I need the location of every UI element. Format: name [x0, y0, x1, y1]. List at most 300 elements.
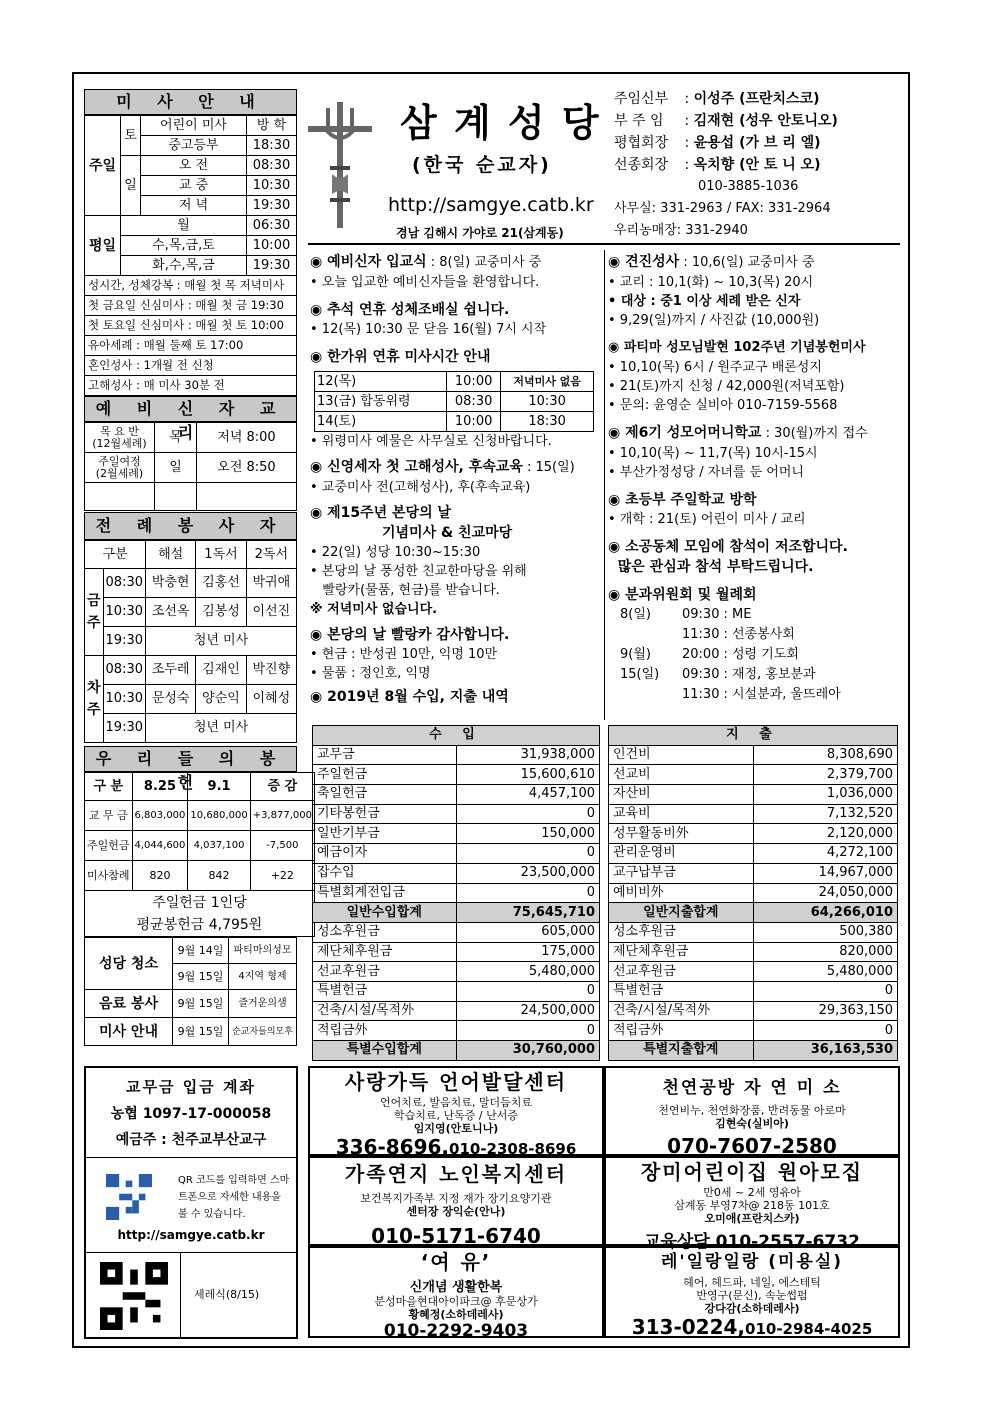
mass-name: 중고등부: [141, 136, 247, 156]
duty-name: 성당 청소: [85, 938, 173, 990]
news-line: • 교리 : 10,1(화) ~ 10,3(목) 20시: [608, 275, 814, 290]
liturgy-header: 1독서: [196, 541, 246, 569]
ad-phone: 313-0224,010-2984-4025: [631, 1315, 873, 1339]
finance-amount: 2,379,700: [753, 765, 898, 785]
finance-row: [609, 765, 898, 785]
finance-amount: 0: [753, 981, 898, 1001]
finance-amount: 75,645,710: [456, 903, 600, 923]
ad-hanbok: [308, 1246, 604, 1341]
account-title: 교무금 입금 계좌: [126, 1078, 256, 1096]
liturgy-name: 청년 미사: [146, 714, 297, 743]
finance-amount: 29,363,150: [753, 1001, 898, 1021]
finance-row: [609, 745, 898, 765]
qr-url[interactable]: http://samgye.catb.kr: [117, 1228, 265, 1242]
finance-item: 기타봉헌금: [313, 804, 457, 824]
class-time: 저녁 8:00: [197, 423, 297, 453]
meeting-table: [618, 605, 843, 705]
bullet-icon: ◉: [608, 587, 626, 603]
week1-label: 금주: [85, 569, 104, 656]
holiday-cell: 14(토): [315, 412, 447, 432]
income-header: 수 입: [313, 726, 600, 746]
finance-item: 성무활동비外: [609, 824, 754, 844]
account-box: [84, 1066, 298, 1339]
staff-row: 평협회장 : 윤용섭 (가 브 리 엘): [614, 132, 838, 154]
mass-time: 19:30: [247, 196, 297, 216]
meeting-time: 09:30: [682, 667, 720, 682]
ad-title: 사랑가득 언어발달센터: [344, 1070, 568, 1094]
holiday-cell: 10:00: [447, 372, 501, 392]
news-line: 빨랑카(물품, 현금)를 받습니다.: [310, 583, 500, 598]
news-title: ◉ 본당의 날 빨랑카 감사합니다.: [310, 627, 510, 643]
finance-item: 제단체후원금: [313, 942, 457, 962]
offering-row-name: 미사참례: [85, 861, 133, 891]
church-url[interactable]: http://samgye.catb.kr: [388, 194, 594, 216]
offering-value: +3,877,000: [250, 801, 314, 831]
finance-item: 교구납부금: [609, 863, 754, 883]
finance-item: 선교후원금: [609, 962, 754, 982]
duty-date: 9월 15일: [173, 1018, 229, 1046]
liturgy-name: 문성숙: [146, 685, 196, 714]
news-line: • 본당의 날 풍성한 친교한마당을 위해: [310, 564, 527, 579]
mass-time: 08:30: [247, 156, 297, 176]
ad-line: 신개념 생활한복: [409, 1280, 503, 1295]
news-left: [310, 252, 602, 707]
offering-header: 8.25: [132, 773, 188, 801]
finance-amount: 24,500,000: [456, 1001, 600, 1021]
staff-row: 선종회장 : 옥치향 (안 토 니 오): [614, 154, 838, 176]
finance-item: 축일헌금: [313, 785, 457, 805]
bullet-icon: ◉: [310, 689, 328, 705]
finance-item: 특별수입합계: [313, 1041, 457, 1061]
meeting-what: : 선종봉사회: [723, 627, 795, 642]
offering-value: +22: [250, 861, 314, 891]
holiday-cell: 13(금) 합동위령: [315, 392, 447, 412]
finance-amount: 23,500,000: [456, 863, 600, 883]
liturgy-name: 김홍선: [196, 569, 246, 598]
news-line: • 22(일) 성당 10:30~15:30: [310, 545, 481, 560]
offering-value: 6,803,000: [132, 801, 188, 831]
news-title: ◉ 한가위 연휴 미사시간 안내: [310, 349, 491, 365]
news-line: • 물품 : 정인호, 익명: [310, 666, 431, 681]
offering-value: 842: [188, 861, 250, 891]
finance-amount: 24,050,000: [753, 883, 898, 903]
finance-amount: 0: [753, 1021, 898, 1041]
news-title: ◉ 소공동체 모임에 참석이 저조합니다.: [608, 539, 848, 555]
finance-item: 성소후원금: [313, 922, 457, 942]
expense-table: [608, 725, 898, 1061]
income-table: [312, 725, 600, 1061]
news-line: 많은 관심과 참석 부탁드립니다.: [608, 559, 814, 575]
offering-average: [85, 891, 315, 937]
class-time: 오전 8:50: [197, 453, 297, 483]
finance-item: 자산비: [609, 785, 754, 805]
mass-name: 저 녁: [141, 196, 247, 216]
liturgy-title: 전 례 봉 사 자: [84, 512, 297, 540]
ad-line: 학습치료, 난독증 / 난서증: [394, 1109, 518, 1122]
finance-row: [609, 1041, 898, 1061]
finance-row: [313, 1021, 600, 1041]
offering-value: 10,680,000: [188, 801, 250, 831]
finance-amount: 7,132,520: [753, 804, 898, 824]
news-title: ◉ 2019년 8월 수입, 지출 내역: [310, 689, 509, 705]
news-right: [608, 252, 900, 705]
offering-header: 9.1: [188, 773, 250, 801]
mass-schedule: [84, 89, 297, 396]
finance-amount: 500,380: [753, 922, 898, 942]
staff-role: 주임신부: [614, 91, 669, 107]
ad-phone: 010-2292-9403: [383, 1321, 529, 1341]
finance-amount: 0: [456, 804, 600, 824]
finance-row: [313, 745, 600, 765]
staff-row: 부 주 임 : 김재현 (성우 안토니오): [614, 110, 838, 132]
finance-amount: 0: [456, 883, 600, 903]
finance-amount: 820,000: [753, 942, 898, 962]
bullet-icon: ◉: [310, 627, 328, 643]
weekday-label: 평일: [85, 216, 121, 276]
news-title: ◉ 추석 연휴 성체조배실 쉽니다.: [310, 302, 510, 318]
finance-row: [313, 824, 600, 844]
liturgy-time: 10:30: [103, 685, 145, 714]
mass-time: 18:30: [247, 136, 297, 156]
ad-line: 보건복지가족부 지정 재가 장기요양기관: [360, 1192, 552, 1205]
liturgy-name: 청년 미사: [146, 627, 297, 656]
class-label: 목 요 반 (12월세례): [85, 423, 155, 453]
news-line: • 문의: 윤영순 실비아 010-7159-5568: [608, 398, 838, 413]
liturgy-name: 김봉성: [196, 598, 246, 627]
finance-row: [313, 942, 600, 962]
finance-amount: 0: [456, 1021, 600, 1041]
finance-amount: 0: [456, 981, 600, 1001]
holiday-table: [314, 371, 594, 432]
expense-header: 지 출: [609, 726, 898, 746]
news-line: • 부산가정성당 / 자녀를 둔 어머니: [608, 465, 804, 480]
ad-natural-smile: [604, 1066, 900, 1156]
staff-name: 옥치향 (안 토 니 오): [693, 157, 821, 173]
finance-row: [609, 844, 898, 864]
finance-item: 일반기부금: [313, 824, 457, 844]
liturgy-header: 2독서: [246, 541, 296, 569]
finance-row: [609, 785, 898, 805]
mass-note: 혼인성사 : 1개월 전 신청: [85, 356, 296, 376]
account-holder: 예금주 : 천주교부산교구: [115, 1132, 267, 1148]
staff-list: [614, 88, 838, 242]
offering-title: 우 리 들 의 봉 헌: [84, 746, 297, 772]
staff-name: 김재현 (성우 안토니오): [693, 113, 838, 129]
news-title: ◉ 제6기 성모어머니학교 : 30(월)까지 접수: [608, 425, 868, 441]
meeting-day: 15(일): [620, 667, 660, 682]
holiday-cell: 18:30: [501, 412, 594, 432]
finance-amount: 5,480,000: [456, 962, 600, 982]
finance-amount: 8,308,690: [753, 745, 898, 765]
ad-phone: 070-7607-2580: [667, 1134, 837, 1158]
meeting-time: 11:30: [682, 687, 720, 702]
duty-name: 음료 봉사: [85, 990, 173, 1018]
mass-note: 첫 금요일 신심미사 : 매월 첫 금 19:30: [85, 296, 296, 316]
finance-row: [313, 922, 600, 942]
finance-item: 주일헌금: [313, 765, 457, 785]
duty-table: [84, 937, 297, 1046]
bullet-icon: ◉: [310, 302, 328, 318]
liturgy-time: 19:30: [103, 714, 145, 743]
meeting-day: [618, 685, 680, 705]
finance-row: [609, 863, 898, 883]
offering-value: 4,044,600: [132, 831, 188, 861]
finance-row: [313, 903, 600, 923]
finance-amount: 5,480,000: [753, 962, 898, 982]
liturgy-header: 해설: [146, 541, 196, 569]
ad-line: 삼계동 부영7차@ 218동 101호: [674, 1199, 830, 1212]
week2-label: 차주: [85, 656, 104, 743]
bullet-icon: ◉: [310, 505, 328, 521]
finance-item: 특별헌금: [313, 981, 457, 1001]
finance-row: [609, 883, 898, 903]
meeting-day: 8(일): [620, 607, 651, 622]
staff-role: 선종회장: [614, 157, 669, 173]
finance-item: 적립금外: [609, 1021, 754, 1041]
offering-header: 증 감: [250, 773, 314, 801]
liturgy-name: 박귀애: [246, 569, 296, 598]
finance-amount: 2,120,000: [753, 824, 898, 844]
liturgy-table: [84, 540, 297, 743]
ad-phone: 336-8696,010-2308-8696: [335, 1135, 577, 1159]
column-divider: [604, 250, 605, 720]
finance-row: [609, 903, 898, 923]
ad-line: 황혜정(소하데레사): [408, 1308, 504, 1321]
mass-time: 06:30: [247, 216, 297, 236]
catechumen-class: [84, 396, 297, 511]
finance-amount: 150,000: [456, 824, 600, 844]
qr-code-icon[interactable]: [106, 1174, 152, 1220]
staff-phone: 010-3885-1036: [698, 179, 799, 194]
ad-line: 김현숙(실비아): [715, 1117, 789, 1130]
finance-item: 적립금外: [313, 1021, 457, 1041]
mass-note: 유아세례 : 매월 둘째 토 17:00: [85, 336, 296, 356]
catechumen-title: 예 비 신 자 교 리: [84, 396, 297, 422]
office-phone: 사무실: 331-2963 / FAX: 331-2964: [614, 201, 831, 216]
finance-row: [609, 1001, 898, 1021]
ad-line: 반영구(문신), 속눈썹펌: [696, 1289, 808, 1302]
cross-logo-icon: [308, 102, 372, 232]
finance-item: 특별회계전입금: [313, 883, 457, 903]
finance-amount: 605,000: [456, 922, 600, 942]
liturgy-name: 박진향: [246, 656, 296, 685]
offering-value: 820: [132, 861, 188, 891]
finance-item: 관리운영비: [609, 844, 754, 864]
mass-name: 오 전: [141, 156, 247, 176]
class-day: 일: [155, 453, 197, 483]
mass-time: 10:30: [247, 176, 297, 196]
news-line: • 10,10(목) 6시 / 원주교구 배론성지: [608, 360, 822, 375]
liturgy-name: 박충현: [146, 569, 196, 598]
news-line: • 9,29(일)까지 / 사진값 (10,000원): [608, 313, 820, 328]
finance-amount: 30,760,000: [456, 1041, 600, 1061]
mass-name: 교 중: [141, 176, 247, 196]
staff-name: 이성주 (프란치스코): [693, 91, 820, 107]
meeting-day: [618, 625, 680, 645]
offering-average-line: 평균봉헌금 4,795원: [136, 916, 263, 933]
finance-amount: 0: [456, 844, 600, 864]
finance-amount: 175,000: [456, 942, 600, 962]
sunday-label: 주일: [85, 116, 121, 216]
bullet-icon: ◉: [608, 425, 626, 441]
ad-line: 만0세 ~ 2세 영유아: [703, 1186, 801, 1199]
duty-name: 미사 안내: [85, 1018, 173, 1046]
offering-value: -7,500: [250, 831, 314, 861]
saturday-label: 토: [121, 116, 141, 156]
staff-role: 평협회장: [614, 135, 669, 151]
mass-title: 미 사 안 내: [84, 89, 297, 115]
bullet-icon: ◉: [608, 539, 626, 555]
finance-item: 선교후원금: [313, 962, 457, 982]
news-title: ◉ 예비신자 입교식 : 8(일) 교중미사 중: [310, 254, 542, 270]
liturgy-servers: [84, 512, 297, 743]
news-line: • 10,10(목) ~ 11,7(목) 10시-15시: [608, 446, 818, 461]
finance-row: [313, 883, 600, 903]
finance-row: [313, 1001, 600, 1021]
ad-speech-center: [308, 1066, 604, 1159]
finance-item: 잡수입: [313, 863, 457, 883]
ad-line: 강다감(소하데레사): [704, 1302, 800, 1315]
offering-value: 4,037,100: [188, 831, 250, 861]
liturgy-time: 08:30: [103, 656, 145, 685]
holiday-cell: 10:30: [501, 392, 594, 412]
finance-amount: 1,036,000: [753, 785, 898, 805]
ad-line: 분성마을현대아이파크@ 후문상가: [374, 1295, 538, 1308]
offering-table: [84, 772, 315, 937]
finance-item: 일반지출합계: [609, 903, 754, 923]
finance-row: [609, 981, 898, 1001]
news-title: ◉ 제15주년 본당의 날: [310, 505, 451, 521]
meeting-time: 09:30: [682, 607, 720, 622]
news-title: ◉ 분과위원회 및 월례회: [608, 587, 757, 603]
news-line: • 오늘 입교한 예비신자들을 환영합니다.: [310, 275, 540, 290]
bullet-icon: ◉: [310, 459, 328, 475]
meeting-time: 20:00: [682, 647, 720, 662]
finance-item: 교육비: [609, 804, 754, 824]
ad-title: 천연공방 자 연 미 소: [662, 1078, 842, 1098]
finance-expense: [608, 725, 898, 1061]
finance-item: 건축/시설/목적外: [313, 1001, 457, 1021]
finance-item: 건축/시설/목적外: [609, 1001, 754, 1021]
church-address: 경남 김해시 가야로 21(삼계동): [396, 226, 564, 240]
ad-hair-salon: [604, 1246, 900, 1338]
sunday-day: 일: [121, 156, 141, 216]
ad-title: 레'일랑일랑 (미용실): [660, 1252, 844, 1272]
news-line: • 12(목) 10:30 문 닫음 16(월) 7시 시작: [310, 322, 547, 337]
qr-instructions: QR 코드를 입력하면 스마트폰으로 자세한 내용을 볼 수 있습니다.: [178, 1175, 290, 1220]
offering-row-name: 교 무 금: [85, 801, 133, 831]
mass-table: [84, 115, 297, 276]
ad-line: 오미애(프란치스카): [704, 1212, 800, 1225]
staff-role: 부 주 임: [614, 113, 664, 129]
bullet-icon: ◉: [310, 254, 328, 270]
bullet-icon: ◉: [608, 492, 626, 508]
finance-amount: 15,600,610: [456, 765, 600, 785]
mass-note: 고해성사 : 매 미사 30분 전: [85, 376, 296, 396]
news-line: • 개학 : 21(토) 어린이 미사 / 교리: [608, 512, 806, 527]
meeting-what: : 성령 기도회: [723, 647, 799, 662]
class-day: 목: [155, 423, 197, 453]
news-title: ◉ 초등부 주일학교 방학: [608, 492, 757, 508]
mass-note: 성시간, 성체강복 : 매월 첫 목 저녁미사: [85, 276, 296, 296]
mass-time: 19:30: [247, 256, 297, 276]
holiday-cell: 12(목): [315, 372, 447, 392]
finance-amount: 4,272,100: [753, 844, 898, 864]
header-divider: [308, 243, 900, 245]
ad-line: 천연비누, 천연화장품, 반려동물 아로마: [658, 1104, 846, 1117]
class-label: 주일여정 (2월세례): [85, 453, 155, 483]
liturgy-time: 08:30: [103, 569, 145, 598]
offering-summary: [84, 746, 312, 1046]
liturgy-name: 양순익: [196, 685, 246, 714]
finance-row: [609, 962, 898, 982]
liturgy-name: 조선옥: [146, 598, 196, 627]
bullet-icon: ◉: [310, 349, 328, 365]
ad-line: 센터장 장익순(안나): [406, 1205, 506, 1218]
ad-daycare: [604, 1156, 900, 1252]
finance-item: 제단체후원금: [609, 942, 754, 962]
liturgy-name: 조두레: [146, 656, 196, 685]
finance-income: [312, 725, 600, 1061]
liturgy-time: 19:30: [103, 627, 145, 656]
news-title: ◉ 파티마 성모님발현 102주년 기념봉헌미사: [608, 340, 866, 355]
finance-amount: 31,938,000: [456, 745, 600, 765]
news-line: • 21(토)까지 신청 / 42,000원(저녁포함): [608, 379, 845, 394]
finance-row: [313, 981, 600, 1001]
mass-notes: [84, 276, 297, 396]
liturgy-time: 10:30: [103, 598, 145, 627]
duty-date: 9월 15일: [173, 990, 229, 1018]
ad-title: 장미어린이집 원아모집: [640, 1160, 864, 1184]
finance-item: 인건비: [609, 745, 754, 765]
church-name: 삼 계 성 당: [400, 101, 601, 145]
ad-title: ‘여 유’: [420, 1250, 492, 1274]
ad-line: 헤어, 헤드파, 네일, 에스테틱: [683, 1276, 821, 1289]
offering-row-name: 주일헌금: [85, 831, 133, 861]
qr-code-icon[interactable]: [100, 1262, 168, 1330]
duty-date: 9월 15일: [173, 964, 229, 990]
finance-row: [313, 785, 600, 805]
farm-phone: 우리농매장: 331-2940: [614, 223, 748, 238]
finance-amount: 4,457,100: [456, 785, 600, 805]
finance-row: [313, 804, 600, 824]
news-line: • 위령미사 예물은 사무실로 신청바랍니다.: [310, 434, 552, 449]
finance-row: [313, 765, 600, 785]
liturgy-name: 이혜성: [246, 685, 296, 714]
finance-item: 성소후원금: [609, 922, 754, 942]
duty-group: 파티마의성모: [229, 938, 297, 964]
finance-item: 일반수입합계: [313, 903, 457, 923]
finance-amount: 36,163,530: [753, 1041, 898, 1061]
duty-group: 즐거운의샘: [229, 990, 297, 1018]
finance-row: [609, 804, 898, 824]
church-patron: (한국 순교자): [412, 154, 552, 176]
ad-line: 임지영(안토니나): [413, 1122, 499, 1135]
news-title: ◉ 신영세자 첫 고해성사, 후속교육 : 15(일): [310, 459, 575, 475]
meeting-what: : 재정, 홍보분과: [723, 667, 816, 682]
finance-item: 예비비外: [609, 883, 754, 903]
meeting-what: : ME: [723, 607, 752, 622]
finance-amount: 64,266,010: [753, 903, 898, 923]
finance-row: [313, 1041, 600, 1061]
news-subtitle: 기념미사 & 친교마당: [382, 525, 513, 541]
bullet-icon: ◉: [608, 254, 626, 270]
account-number: 농협 1097-17-000058: [110, 1106, 272, 1122]
duty-date: 9월 14일: [173, 938, 229, 964]
news-title: ◉ 견진성사 : 10,6(일) 교중미사 중: [608, 254, 815, 270]
staff-name: 윤용섭 (가 브 리 엘): [693, 135, 821, 151]
ad-elder-care: [308, 1156, 604, 1246]
